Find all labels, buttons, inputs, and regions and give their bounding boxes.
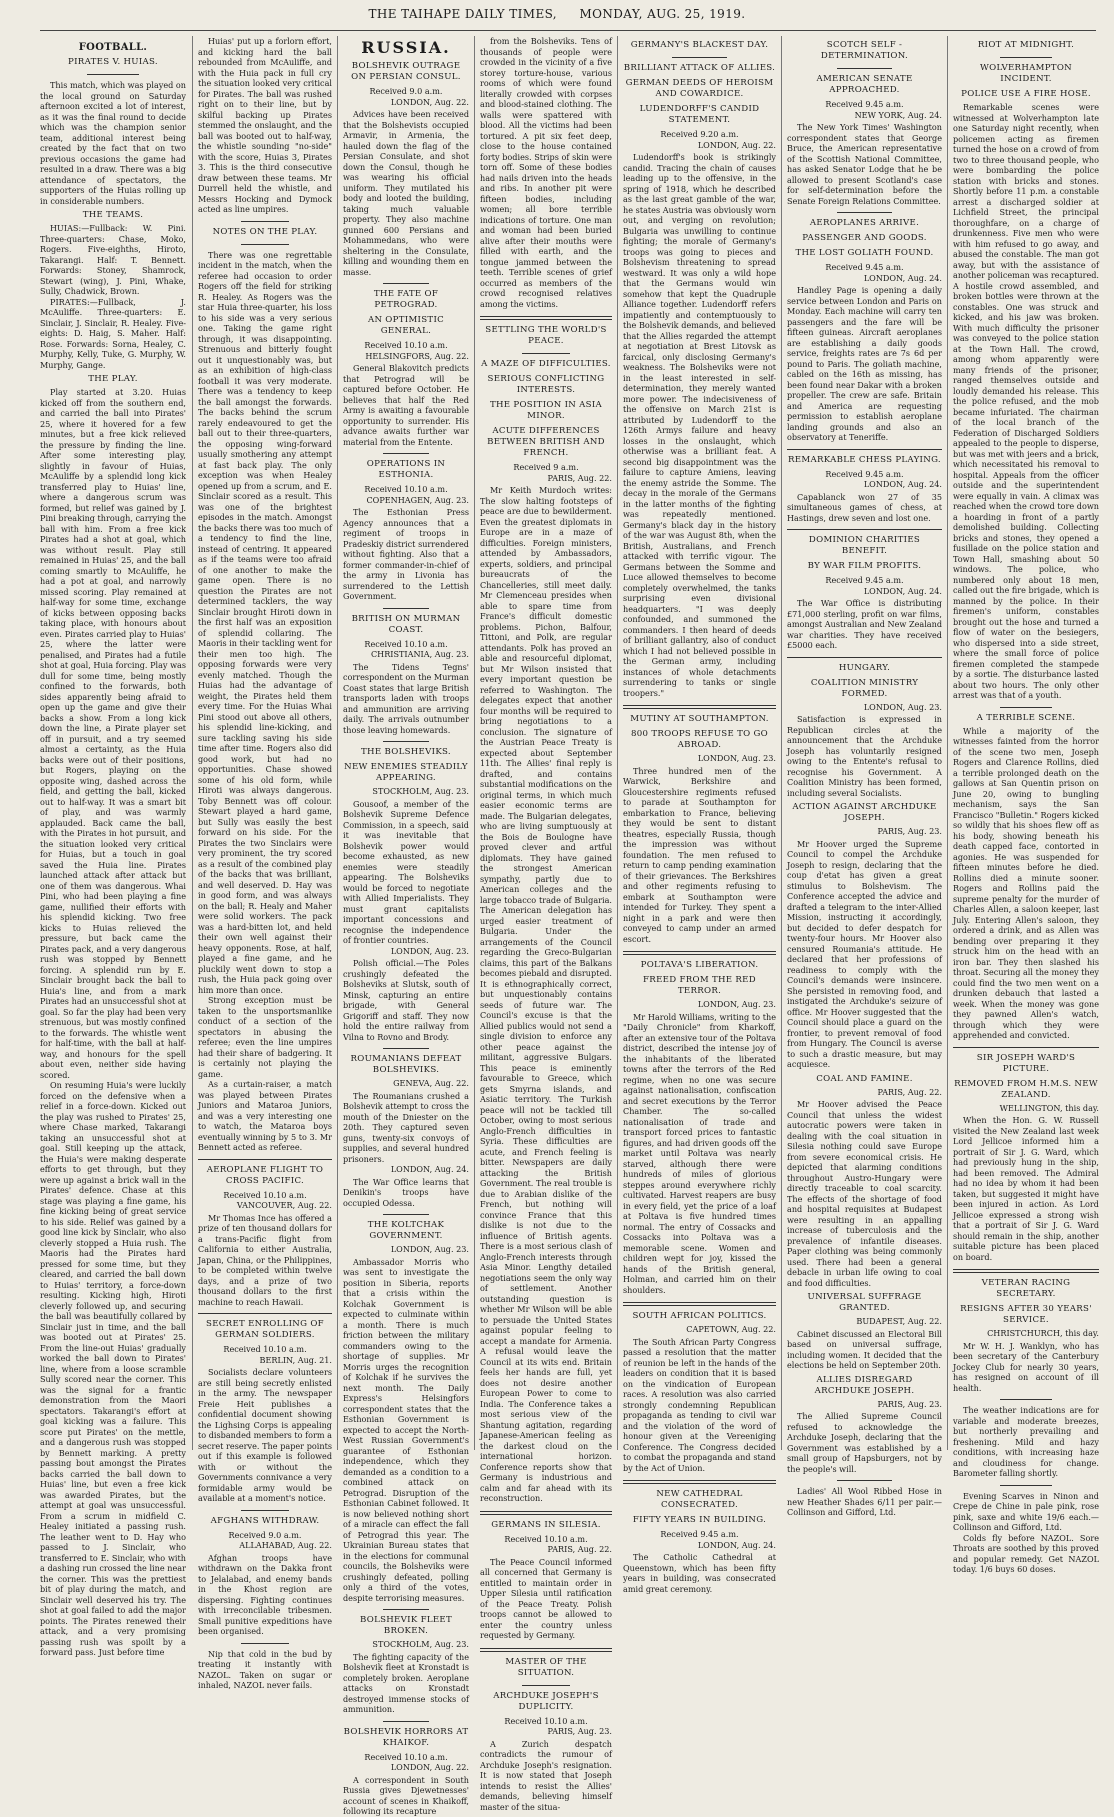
article-paragraph: There was one regrettable incident in the match, when the referee had occasion to order Rogers off the field for striking R. Healey. As Rogers was the star Huia three-quarter, his loss to his side was a very serious one. Taking the game right through, it was disappointing. Strenuous and bitterly fought out it unquestionably was, but as an exhibition of high-class football it was very moderate. There was a tendency to keep the ball amongst the forwards. The backs behind the scrum rarely endeavoured to get the ball out to their three-quarters, the opposing wing-forward usually smothering any attempt at fast back play. The only exception was when Healey opened up from a scrum, and E. Sinclair scored as a result. This was one of the brightest episodes in the match. Amongst the backs there was too much of a tendency to find the line, instead of centring. It appeared as if the teams were too afraid of one another to make the game open. There is no question the Pirates are not determined tacklers, the way Sinclair brought Hiroti down in the first half was an exposition of splendid collaring. The Maoris in their tackling went for their men too high. The opposing forwards were very evenly matched. Though the Huias had the advantage of weight, the Pirates held them every time. For the Huias Whai Pini stood out above all others, his splendid line-kicking, and sure tackling saving his side time after time. Rogers also did good work, but had no opportunities. Chase showed some of his old form, while Hiroti was always dangerous. Toby Bennett was off colour. Stewart played a hard game, but Sully was easily the best forward on his side. For the Pirates the two Sinclairs were very prominent, the try scored as a result of the combined play of the backs that was brilliant, and well deserved. D. Hay was in good form, and was always on the ball; R. Healy and Maher were solid workers. The pack was a hard-bitten lot, and held their own well against their heavy opponents. Rose, at half, played a fine game, and he pluckily went down to stop a rush, the Huia pack going over him more than once. — [198, 249, 332, 995]
subheading: SETTLING THE WORLD'S PEACE. — [485, 325, 607, 346]
dateline: LONDON, Aug. 24. — [697, 1539, 776, 1550]
received-line: Received 10.10 a.m. — [504, 1533, 588, 1544]
subheading: ACTION AGAINST ARCHDUKE JOSEPH. — [792, 802, 937, 823]
column-4 — [480, 36, 612, 1812]
masthead — [0, 7, 1114, 27]
dateline: VANCOUVER, Aug. 22. — [236, 1200, 332, 1210]
divider — [623, 705, 776, 709]
subheading: BOLSHEVIK OUTRAGE ON PERSIAN CONSUL. — [351, 61, 461, 82]
divider — [672, 57, 727, 58]
divider — [87, 74, 140, 75]
article-paragraph: Mr Harold Williams, writing to the "Daily Chronicle" from Kharkoff, after an extensive tour of the Poltava district, described the intense joy of the inhabitants of the liberated towns after the terrors of the Red regime, when no one was secure against nationalisation, confiscation and secret executions by the Terror Chamber. The so-called nationalisation of trade and transport forced prices to fantastic figures, and had driven goods off the market until Poltava was nearly starved, although there were hundreds of miles of glorious steppes around everywhere richly cultivated. Harvest reapers are busy in every field, yet the price of a loaf at Poltava is five hundred times normal. The entry of Cossacks and Cossacks into Poltava was a memorable scene. Women and children wept for joy, kissed the hands of the British general, Holman, and carried him on their shoulders. — [623, 1011, 776, 1295]
divider — [522, 1685, 570, 1686]
football-subheading: PIRATES V. HUIAS. — [68, 57, 158, 67]
divider — [1000, 1399, 1053, 1400]
subheading: SIR JOSEPH WARD'S PICTURE. — [976, 1052, 1076, 1074]
article-paragraph: Ludendorff's book is strikingly candid. Tracing the chain of causes leading up to the offensive, in the spring of 1918, which he described as the last great gamble of the war, he states Austria was obviously worn out, and verging on revolution; Bulgaria was unwilling to continue fighting; the morale of Germany's troops was going to pieces and Bolshevism threatening to spread westward. It was only a wild hope that the Germans would win somehow that kept the Quadruple Alliance together. Ludendorff refers impatiently and contemptuously to the Bolshevik demands, and believed that the Allies regarded the attempt at negotiation at Brest Litovsk as farcical, only disclosing Germany's weakness. The Bolsheviks were not in the least interested in self-determination, they merely wanted more power. The indecisiveness of the offensive on March 21st is attributed by Ludendorff to the 126th Armys failure and heavy losses in the onslaught, which otherwise was a brilliant feat. A second big disappointment was the failure to capture Amiens, leaving the enemy astride the Somme. The decay in the morale of the Germans in the latter months of the fighting was repeatedly mentioned. Germany's black day in the history of the war was August 8th, when the British, Australians, and French attacked with terrific vigour. The Germans between the Somme and Luce allowed themselves to become completely overwhelmed, the tanks surprising even divisional headquarters. "I was deeply confounded, and summoned the commanders. I then heard of deeds of brilliant gallantry, also of conduct which I had not believed possible in the German army, including instances of whole detachments surrendering to tanks or single troopers." — [623, 152, 776, 698]
divider — [1000, 57, 1053, 58]
article-paragraph: The New York Times' Washington correspondent states that George Bruce, the American representative of the Scottish National Committee, has asked Senator Lodge that he be allowed to present Scotland's case for self-determination before the Senate Foreign Relations Committee. — [787, 122, 942, 206]
dateline: LONDON, Aug. 23. — [390, 1244, 469, 1254]
article-paragraph: Three hundred men of the Warwick, Berkshire and Gloucestershire regiments refused to parade at Southampton for embarkation to France, believing they would be sent to distant theatres, especially Russia, though the impression was without foundation. The men refused to return to camp pending examination of their grievances. The Berkshires and other regiments refusing to embark at Southampton were intended for Turkey. They spent a night in a park and were then conveyed to camp under an armed escort. — [623, 765, 776, 944]
subheading: RIOT AT MIDNIGHT. — [977, 40, 1075, 50]
dateline: PARIS, Aug. 22. — [547, 472, 612, 483]
subheading: GERMAN DEEDS OF HEROISM AND COWARDICE. — [625, 78, 774, 99]
masthead-title: THE TAIHAPE DAILY TIMES, — [368, 7, 558, 21]
received-line: Received 10.10 a.m. — [223, 1189, 307, 1200]
russia-heading: RUSSIA. — [361, 38, 451, 57]
dateline: LONDON, Aug. 23. — [697, 999, 776, 1009]
received-line: Received 10.10 a.m. — [364, 340, 448, 350]
dateline: CHRISTIANIA, Aug. 23. — [370, 649, 469, 659]
divider — [383, 1609, 428, 1610]
article-paragraph: The South African Party Congress passed a resolution that the matter of reunion be left in the hands of the leaders on condition that it is based on the vindication of European races. A resolution was also carried strongly condemning Republican propaganda as tending to civil war and the violation of the word of honour given at the Vereeniging Conference. The Congress decided to combat the propaganda and stand by the Act of Union. — [623, 1336, 776, 1473]
subheading: BOLSHEVIK FLEET BROKEN. — [359, 1615, 453, 1636]
subheading: WOLVERHAMPTON INCIDENT. — [980, 63, 1072, 84]
subheading: FIFTY YEARS IN BUILDING. — [632, 1515, 767, 1525]
subheading: THE POSITION IN ASIA MINOR. — [489, 400, 603, 421]
divider — [1000, 1485, 1053, 1486]
received-line: Received 9.0 a.m. — [369, 86, 443, 96]
dateline: PARIS, Aug. 23. — [547, 1726, 612, 1736]
article-paragraph: The Tidens Tegns' correspondent on the Murman Coast states that large British transports laden with troops and ammunition are arriving daily. The arrivals outnumber those leaving homewards. — [343, 661, 469, 735]
dateline: PARIS, Aug. 22. — [547, 1544, 612, 1554]
divider — [480, 316, 612, 320]
dateline: HELSINGFORS, Aug. 22. — [365, 350, 469, 361]
dateline: BERLIN, Aug. 21. — [259, 1354, 332, 1365]
column-7 — [953, 36, 1100, 1574]
subheading: SOUTH AFRICAN POLITICS. — [632, 1311, 767, 1321]
afghans-heading: AFGHANS WITHDRAW. — [210, 1515, 320, 1526]
article-paragraph: Mr W. H. J. Wanklyn, who has been secretary of the Canterbury Jockey Club for nearly 30 years, has resigned on account of ill health. — [953, 1340, 1099, 1393]
subheading: GERMANY'S BLACKEST DAY. — [630, 40, 769, 50]
article-paragraph: On resuming Huia's were luckily forced on the defensive when a relief in a force-down. Kicked out the play was rushed to Pirates' 25, where Chase marked, Takarangi taking an unsuccessful shot at goal. Still keeping up the attack, the Huia's were making desperate efforts to get through, but they were up against a brick wall in the Pirates' defence. Chase at this stage was playing a fine game, his fine kicking being of great service to his side. Relief was gained by a good line kick by Sinclair, who also cleverly stopped a Huia rush. The Maoris had the Pirates hard pressed for some time, but they cleared, and carried the ball down to Huias' territory, a force-down resulting. Kicking high, Hiroti cleverly followed up, and securing the ball was beautifully collared by Sinclair just in time, and the ball was booted out at Pirates' 25. From the line-out Huias' gradually worked the ball down to Pirates' line, where from a loose scramble Sully scored near the corner. This was the signal for a frantic demonstration from the Maori spectators. Takarangi's effort at goal kicking was a failure. This score put Pirates' on the mettle, and a dangerous rush was stopped by Bennett marking. A pretty passing bout amongst the Pirates backs carried the ball down to Huias' line, but even a free kick was awarded Pirates, but the attempt at goal was unsuccessful. From a scrum in midfield C. Healey initiated a passing rush. The leather went to D. Hay who passed to J. Sinclair, who transferred to E. Sinclair, who with a dashing run crossed the line near the corner. This was the prettiest bit of play during the match, and Sinclair well deserved his try. The shot at goal failed to add the major points. The Pirates renewed their attack, and a very promising passing rush was spoilt by a forward pass. Just before time — [40, 1080, 186, 1657]
article-paragraph: Remarkable scenes were witnessed at Wolverhampton late one Saturday night recently, when policemen acting as firemen turned the hose on a crowd of from two to three thousand people, who were bombarding the police station with bricks and stones. Shortly before 11 p.m. a constable arrest a discharged soldier at Lichfield Street, the principal thoroughfare, on a charge of drunkenness. Five men who were with him refused to go away, and abused the constable. The man got away, but with the assistance of another policeman was recaptured. A hostile crowd assembled, and broken bottles were thrown at the constables. One was struck and kicked, and his jaw was broken. With much difficulty the prisoner was conveyed to the police station at the Town Hall. The crowd, among whom apparently were many friends of the prisoner, ranged themselves outside and loudly demanded his release. This the police refused, and the mob became infuriated. The chairman of the local branch of the Federation of Discharged Soldiers appealed to the people to disperse, but was met with jeers and a brick, which necessitated his removal to hospital. Appeals from the officer outside and the superintendent were equally in vain. A climax was reached when the crowd tore down a hoarding in front of a partly demolished building. Collecting bricks and stones, they opened a fusillade on the police station and Town Hall, smashing about 50 windows. The police, who numbered only about 18 men, called out the fire brigade, which is manned by the police. In their firemen's uniform, constables brought out the hose and turned a flow of water on the besiegers, who dispersed into a side street, where the small force of police firemen completed the stampede by a sortie. The disturbance lasted about two hours. The only other arrest was that of a youth. — [953, 102, 1100, 700]
subheading: BRILLIANT ATTACK OF ALLIES. — [623, 63, 776, 73]
divider — [383, 283, 428, 284]
article-paragraph: Mr Keith Murdoch writes: The slow halting footsteps of peace are due to bewilderment. Even the greatest diplomats in Europe are in a maze of difficulties. Foreign ministers, attended by Ambassadors, experts, soldiers, and principal bureaucrats of the Chancelleries, still meet daily. Mr Clemenceau presides when able to spare time from France's difficult domestic problems. Pichon, Balfour, Tittoni, and Polk, are regular attendants. Polk has proved an able and resourceful diplomat, but Mr Wilson insisted that every important question be referred to Washington. The delegates expect that another four months will be required to bring negotiations to a conclusion. The signature of the Austrian Peace Treaty is expected about September 11th. The Allies' final reply is drafted, and contains substantial modifications on the original terms, in which much easier economic terms are made. The Bulgarian delegates, who are living sumptuously at the Bois de Boulogne have proved clever and artful diplomats. They have gained the strongest American sympathy, partly due to American colleges and the large tobacco trade of Bulgaria. The American delegation has urged easier treatment of Bulgaria. Under the arrangements of the Council regarding the Greco-Bulgarian claims, this part of the Balkans becomes piebald and disrupted. It is ethnographically correct, but unquestionably contains seeds of future war. The Council's excuse is that the Allied publics would not send a single division to enforce any other peace against the militant, aggressive Bulgars. This peace is eminently favourable to Greece, which gets Smyrna islands, and Asiatic territory. The Turkish peace will not be tackled till October, owing to most serious Anglo-French difficulties in Syria. These difficulties are acute, and French feeling is bitter. Newspapers are daily attacking the British Government. The real trouble is due to Arabian dislike of the French, but nothing will convince France that this dislike is not due to the influence of British agents. There is a most serious clash of Anglo-French interests through Asia Minor. Lengthy detailed negotiations seem the only way of settlement. Another outstanding question is whether Mr Wilson will be able to persuade the United States against popular feeling to accept a mandate for Armenia. A refusal would leave the Council at its wits end. Britain feels her hands are full, yet does not desire another European Power to come to India. The Conference takes a most serious view of the Shantung agitation, regarding Japanese-American feeling as the darkest cloud on the international horizon. Conference reports show that Germany is industrious and calm and far ahead with its reconstruction. — [480, 485, 612, 1503]
article-paragraph: Cabinet discussed an Electoral Bill based on universal suffrage, including women. It decided that the elections be held on September 20th. — [787, 1328, 942, 1370]
masthead-date: MONDAY, AUG. 25, 1919. — [579, 7, 746, 21]
column-rule — [474, 36, 475, 1450]
article-paragraph: Handley Page is opening a daily service between London and Paris on Monday. Each machine will carry ten passengers and the fare will be fifteen guineas. Aircraft aeroplanes are establishing a daily goods service, freights rates are 7s 6d per pound to Paris. The goliath machine, cabled on the 16th as missing, has been found near Dakar with a broken propeller. The crew are safe. Britain and America are requesting permission to establish aeroplane landing grounds and also an observatory at Teneriffe. — [787, 285, 942, 442]
column-2 — [198, 36, 332, 1690]
column-rule — [617, 36, 618, 1450]
dateline: COPENHAGEN, Aug. 23. — [366, 494, 469, 505]
column-3 — [343, 36, 469, 1816]
article-paragraph: Strong exception must be taken to the unsportsmanlike conduct of a section of the spectators in abusing the referee; even the line umpires had their share of badgering. It is certainly not playing the game. — [198, 995, 332, 1079]
article-paragraph: The fighting capacity of the Bolshevik fleet at Kronstadt is completely broken. Aeroplane attacks on Kronstadt destroyed immense stocks of ammunition. — [343, 1651, 469, 1714]
article-paragraph: The Peace Council informed all concerned that Germany is entitled to maintain order in Upper Silesia until ratification of the Peace Treaty. Polish troops cannot be allowed to enter the country unless requested by Germany. — [480, 1556, 612, 1640]
dateline: PARIS, Aug. 23. — [877, 1398, 942, 1409]
dateline: CHRISTCHURCH, this day. — [987, 1328, 1099, 1338]
received-line: Received 10.10 a.m. — [364, 484, 448, 494]
article-paragraph: Polish official.—The Poles crushingly defeated the Bolsheviks at Slutsk, south of Minsk, capturing an entire brigade, with General Grigoriff and staff. They now hold the entire railway from Vilna to Rovno and Brody. — [343, 958, 469, 1042]
dateline: WELLINGTON, this day. — [999, 1102, 1099, 1113]
column-rule — [781, 36, 782, 1450]
divider — [1000, 707, 1053, 708]
dateline: LONDON, Aug. 23. — [390, 945, 469, 956]
received-line: Received 10.10 a.m. — [364, 1751, 448, 1762]
divider — [837, 68, 893, 69]
column-6 — [787, 36, 942, 1517]
subheading: BRITISH ON MURMAN COAST. — [351, 613, 461, 635]
subheading: ALLIES DISREGARD ARCHDUKE JOSEPH. — [814, 1374, 915, 1396]
article-paragraph: The Allied Supreme Council refused to acknowledge the Archduke Joseph, declaring that the Government was established by a small group of Hapsburgers, not by the people's will. — [787, 1411, 942, 1474]
subheading: HUNGARY. — [838, 662, 891, 673]
dateline: LONDON, Aug. 24. — [863, 585, 942, 596]
subheading: COAL AND FAMINE. — [816, 1073, 913, 1084]
dateline: CAPETOWN, Aug. 22. — [686, 1324, 776, 1334]
subheading: DOMINION CHARITIES BENEFIT. — [808, 535, 921, 556]
dateline: LONDON, Aug. 23. — [697, 753, 776, 763]
subheading: AN OPTIMISTIC GENERAL. — [367, 315, 445, 336]
column-rule — [192, 36, 193, 1450]
article-paragraph: Afghan troops have withdrawn on the Dakka front to Jelalabad, and enemy bands in the Khost region are dispersing. Fighting continues with irreconcilable tribesmen. Small punitive expeditions have been organised. — [198, 1552, 332, 1636]
divider — [383, 1214, 428, 1215]
secret-heading: SECRET ENROLLING OF GERMAN SOLDIERS. — [206, 1319, 324, 1340]
dateline: STOCKHOLM, Aug. 23. — [372, 1639, 469, 1649]
received-line: Received 9.45 a.m. — [825, 262, 904, 272]
article-paragraph: The Catholic Cathedral at Queenstown, which has been fifty years in building, was consecrated amid great ceremony. — [623, 1552, 776, 1594]
dateline: LONDON, Aug. 22. — [390, 96, 469, 107]
subheading: LUDENDORFF'S CANDID STATEMENT. — [639, 104, 760, 125]
article-paragraph: Socialists declare volunteers are still being secretly enlisted in the army. The newspaper Freie Heit publishes a confidential document showing the Lighsing Corps is appealing to disbanded members to form a secret reserve. The paper points out if this example is followed with or without the Governments connivance a very formidable army would be available at a moment's notice. — [198, 1367, 332, 1503]
received-line: Received 9.45 a.m. — [660, 1529, 739, 1539]
column-1 — [40, 36, 186, 1657]
received-line: Received 9.0 a.m. — [228, 1529, 302, 1540]
article-paragraph: Ambassador Morris who was sent to investigate the position in Siberia, reports that a crisis within the Kolchak Government is expected to culminate within a month. There is much friction between the military commanders owing to the shortage of supplies. Mr Morris urges the recognition of Kolchak if he survives the next month. The Daily Express's Helsingfors correspondent states that the Esthonian Government is expected to accept the North-West Russian Government's guarantee of Esthonian independence, which they demanded as a condition to a combined attack on Petrograd. Disruption of the Esthonian Cabinet followed. It is now believed nothing short of a miracle can effect the fall of Petrograd this year. The Ukrainian Bureau states that in the elections for communal councils, the Bolsheviks were crushingly defeated, polling only a third of the votes, despite terrorising measures. — [343, 1256, 469, 1603]
divider — [383, 741, 428, 742]
article-paragraph: While a majority of the witnesses fainted from the horror of the scene two men, Joseph Rogers and Clarence Rollins, died a terrible prolonged death on the gallows at San Quentin prison on June 20, owing to bungling mechanism, says the San Francisco "Bulletin." Rogers kicked so wildly that his shoes flew off as his body, showing beneath his death capped face, contorted in agonies. He was suspended for fifteen minutes before he died. Rollins died a minute sooner. Rogers and Rollins paid the supreme penalty for the murder of Charles Allen, a saloon keeper, last July. Entering Allen's saloon, they ordered a drink, and as Allen was bending over preparing it they struck him on the head with an iron bar. They then slashed his throat. Securing all the money they could find the two men went on a drunken debauch that lasted a week. When the money was gone they pawned Allen's watch, through which they were apprehended and convicted. — [953, 725, 1099, 1040]
divider — [787, 529, 942, 530]
subheading: NEW CATHEDRAL CONSECRATED. — [656, 1489, 743, 1510]
divider — [787, 449, 942, 450]
divider — [383, 453, 428, 454]
divider — [383, 1048, 428, 1049]
teams-heading: THE TEAMS. — [82, 210, 144, 220]
divider — [837, 212, 893, 213]
subheading: THE BOLSHEVIKS. — [361, 747, 451, 757]
subheading: THE KOLTCHAK GOVERNMENT. — [367, 1220, 445, 1241]
subheading: FREED FROM THE RED TERROR. — [643, 975, 756, 996]
subheading: POLTAVA'S LIBERATION. — [640, 960, 759, 970]
subheading: NEW ENEMIES STEADILY APPEARING. — [344, 762, 468, 783]
dateline: NEW YORK, Aug. 24. — [854, 109, 942, 120]
subheading: VETERAN RACING SECRETARY. — [981, 1278, 1071, 1299]
column-rule — [337, 36, 338, 1450]
divider — [383, 608, 428, 609]
subheading: UNIVERSAL SUFFRAGE GRANTED. — [807, 1292, 922, 1313]
article-paragraph: PIRATES:—Fullback, J. McAuliffe. Three-quarters: E. Sinclair, J. Sinclair, R. Healey. Five-eights: D. Haig, S. Maher. Half: Rose. Forwards: Sorna, Healey, C. Murphy, Kelly, Tuke, G. Murphy, W. Murphy, Gange. — [40, 296, 186, 370]
article-paragraph: Play started at 3.20. Huias kicked off from the southern end, and carried the ball into Pirates' 25, where it hovered for a few minutes, but a free kick relieved the pressure by finding the line. After some interesting play, slightly in favour of Huias, McAuliffe by a splendid long kick transferred play to Huias' line, where a dangerous scrum was formed, but relief was gained by J. Pini breaking through, carrying the ball with him. From a free kick Pirates had a shot at goal, which was without result. Play still remained in Huias' 25, and the ball coming smartly to McAuliffe, he had a pot at goal, and narrowly missed scoring. Play remained at half-way for some time, exchange of kicks between opposing backs taking place, with honours about even. Pirates carried play to Huias' 25, where the latter were penalised, and Pirates had a futile shot at goal, Huia forcing. Play was dull for some time, being mostly confined to the forwards, both sides apparently being afraid to open up the game and give their backs a show. From a long kick down the line, a Pirate player set off in pursuit, and a try seemed almost a certainty, as the Huia backs were out of their positions, but Rogers, playing on the opposite wing, dashed across the field, and getting the ball, kicked out to half-way. It was a smart bit of play, and was warmly applauded. Back came the ball, with the Pirates in hot pursuit, and the situation looked very critical for Huias, but a touch in goal saved the Huia line. Pirates launched attack after attack but one of them was dangerous. Whai Pini, who had been playing a fine game, nullified their efforts with his splendid kicking. Two free kicks to Huias relieved the pressure, but back came the Pirates pack, and a very dangerous rush was stopped by Bennett forcing. A splendid run by E. Sinclair brought back the ball to Huia's line, and from a mark Pirates had an unsuccessful shot at goal. So far the play had been very strenuous, but was mostly confined to the forwards. The whistle went for half-time, with the ball at half-way, and honours for the spell about even, neither side having scored. — [40, 387, 186, 1080]
subheading: POLICE USE A FIRE HOSE. — [961, 89, 1091, 99]
article-paragraph: This match, which was played on the local ground on Saturday afternoon excited a lot of interest, as it was the final round to decide which was the champion senior team, additional interest being created by the fact that on two previous occasions the game had resulted in a draw. There was a big attendance of spectators, the supporters of the Huias rolling up in considerable numbers. — [40, 80, 186, 206]
column-5 — [623, 36, 776, 1594]
play-heading: THE PLAY. — [88, 374, 138, 384]
advertisement: Colds fly before NAZOL. Sore Throats are soothed by this proved and popular remedy. Get NAZOL today. 1/6 buys 60 doses. — [953, 1532, 1099, 1574]
subheading: RESIGNS AFTER 30 YEARS' SERVICE. — [960, 1304, 1092, 1325]
divider — [623, 1302, 776, 1306]
subheading: A TERRIBLE SCENE. — [976, 712, 1076, 723]
divider — [198, 1159, 332, 1160]
article-paragraph: A correspondent in South Russia gives Djewetnesses' account of scenes in Khaikoff, following its recapture — [343, 1774, 469, 1816]
article-paragraph: The Roumanians crushed a Bolshevik attempt to cross the mouth of the Dniester on the 20th. They captured seven guns, twenty-six convoys of supplies, and several hundred prisoners. — [343, 1090, 469, 1164]
received-line: Received 10.10 a.m. — [364, 638, 448, 649]
dateline: PARIS, Aug. 22. — [877, 1086, 942, 1097]
article-paragraph: Gousoof, a member of the Bolshevik Supreme Defence Commission, in a speech, said it was inevitable that Bolshevik power would become exhausted, as new enemies were steadily appearing. The Bolsheviks would be forced to negotiate with Allied Imperialists. They must grant capitalists important concessions and recognise the independence of frontier countries. — [343, 798, 469, 945]
subheading: ROUMANIANS DEFEAT BOLSHEVIKS. — [350, 1054, 462, 1075]
article-paragraph: A Zurich despatch contradicts the rumour of Archduke Joseph's resignation. It is now stated that Joseph intends to resist the Allies' demands, believing himself master of the situa- — [480, 1738, 612, 1812]
subheading: SCOTCH SELF - DETERMINATION. — [820, 40, 909, 61]
subheading: ARCHDUKE JOSEPH'S DUPLICITY. — [493, 1690, 599, 1712]
advertisement: Nip that cold in the bud by treating it instantly with NAZOL. Taken on sugar or inhaled, NAZOL never fails. — [198, 1648, 332, 1690]
subheading: OPERATIONS IN ESTHONIA. — [366, 459, 446, 480]
divider — [837, 1480, 893, 1481]
divider — [383, 1721, 428, 1722]
divider — [480, 1648, 612, 1652]
article-paragraph: Mr Thomas Ince has offered a prize of ten thousand dollars for a trans-Pacific flight from California to either Australia, Japan, China, or the Philippines, to be completed within twelve days, and a prize of two thousand dollars to the first machine to reach Hawaii. — [198, 1212, 332, 1307]
dateline: LONDON, Aug. 22. — [390, 1762, 469, 1772]
subheading: THE LOST GOLIATH FOUND. — [795, 248, 934, 258]
dateline: STOCKHOLM, Aug. 23. — [372, 786, 469, 796]
weather-paragraph: The weather indications are for variable and moderate breezes, but northerly prevailing and freshening. Mild and hazy conditions, with increasing haze and cloudiness for change. Barometer falling shortly. — [953, 1405, 1099, 1478]
masthead-rule — [40, 30, 1096, 31]
divider — [953, 1047, 1099, 1048]
subheading: BY WAR FILM PROFITS. — [807, 561, 922, 571]
divider — [522, 353, 570, 354]
subheading: THE FATE OF PETROGRAD. — [373, 289, 439, 310]
article-paragraph: As a curtain-raiser, a match was played between Pirates Juniors and Mataroa Juniors, and was a very interesting one to watch, the Mataroa boys eventually winning by 5 to 3. Mr Bennett acted as referee. — [198, 1079, 332, 1152]
dateline: LONDON, Aug. 24. — [863, 272, 942, 283]
article-paragraph: Huias' put up a forlorn effort, and kicking hard the ball rebounded from McAuliffe, and with the Huia pack in full cry the situation looked very critical for Pirates. The ball was rushed right on to their line, but by skilful backing up Pirates stemmed the onslaught, and the ball was booted out to half-way, the whistle sounding "no-side" with the score, Huias 3, Pirates 3. This is the third consecutive draw between these teams. Mr Durrell held the whistle, and Messrs Hocking and Dymock acted as line umpires. — [198, 36, 332, 214]
football-heading: FOOTBALL. — [78, 42, 148, 53]
column-rule — [947, 36, 948, 1450]
divider — [241, 1510, 289, 1511]
subheading: AMERICAN SENATE APPROACHED. — [816, 74, 913, 95]
advertisement: Ladies' All Wool Ribbed Hose in new Heather Shades 6/11 per pair.—Collinson and Gifford, Ltd. — [787, 1486, 942, 1517]
divider — [241, 1643, 289, 1644]
divider — [953, 1269, 1099, 1273]
article-paragraph: from the Bolsheviks. Tens of thousands of people were crowded in the vicinity of a five storey torture-house, various rooms of which were found literally crowded with corpses and blood-stained clothing. The walls were spattered with blood. All the victims had been tortured. A pit six feet deep, close to the house contained forty bodies. Strips of skin were torn off. Some of these bodies had nails driven into the heads and ribs. In another pit were fifteen bodies, including women; all bore terrible indications of torture. One man and woman had been buried alive after their mouths were filled with earth, and the tongue jammed between the teeth. Terrible scenes of grief occurred as members of the crowd recognised relatives among the victims. — [480, 36, 612, 309]
received-line: Received 9.20 a.m. — [660, 129, 739, 139]
article-paragraph: The War Office is distributing £71,000 sterling, profit on war films, amongst Australian and New Zealand war charities. They have received £5000 each. — [787, 598, 942, 650]
article-paragraph: Mr Hoover urged the Supreme Council to compel the Archduke Joseph to resign, declaring that the coup d'etat has given a great stimulus to Bolshevism. The Conference accepted the advice and drafted a telegram to the inter-Allied Mission, instructing it accordingly, but decided to defer despatch for twenty-four hours. Mr Hoover also censured Roumania's attitude. He declared that her professions of readiness to comply with the Council's demands were insincere. She persisted in removing food, and instigated the Archduke's seizure of office. Mr Hoover suggested that the Council should place a guard on the frontier, to prevent removal of food from Hungary. The Council is averse to such a drastic measure, but may acquiesce. — [787, 838, 942, 1069]
subheading: REMARKABLE CHESS PLAYING. — [788, 454, 941, 465]
subheading: COALITION MINISTRY FORMED. — [810, 677, 919, 699]
dateline: LONDON, Aug. 24. — [390, 1164, 469, 1174]
aeroplane-heading: AEROPLANE FLIGHT TO CROSS PACIFIC. — [206, 1164, 324, 1186]
received-line: Received 9.45 a.m. — [825, 575, 904, 585]
dateline: LONDON, Aug. 24. — [863, 479, 942, 489]
article-paragraph: Capablanck won 27 of 35 simultaneous games of chess, at Hastings, drew seven and lost one. — [787, 491, 942, 523]
article-paragraph: The War Office learns that Denikin's troops have occupied Odessa. — [343, 1176, 469, 1208]
article-paragraph: Satisfaction is expressed in Republican circles at the announcement that the Archduke Joseph has voluntarily resigned owing to the Entente's refusal to recognise his Government. A Coalition Ministry has been formed, including several Socialists. — [787, 714, 942, 798]
divider — [787, 657, 942, 658]
divider — [623, 1480, 776, 1484]
notes-heading: NOTES ON THE PLAY. — [212, 226, 318, 237]
article-paragraph: The Esthonian Press Agency announces that a regiment of troops in Pradeskiy district surrendered without fighting. Also that a former commander-in-chief of the army in Livonia has surrendered to the Lettish Government. — [343, 507, 469, 601]
dateline: GENEVA, Aug. 22. — [393, 1078, 469, 1088]
article-paragraph: When the Hon. G. W. Russell visited the New Zealand last week Lord Jellicoe informed him a portrait of Sir J. G. Ward, which had previously hung in the ship, had been removed. The Admiral had no idea by whom it had been taken, but suggested it might have been injured in action. As Lord Jellicoe expressed a strong wish that a portrait of Sir J. G. Ward should remain in the ship, another suitable picture has been placed on board. — [953, 1115, 1099, 1262]
subheading: GERMANS IN SILESIA. — [491, 1519, 601, 1530]
divider — [241, 244, 289, 245]
dateline: ALLAHABAD, Aug. 22. — [239, 1540, 332, 1550]
subheading: ACUTE DIFFERENCES BETWEEN BRITISH AND FRENCH. — [487, 426, 605, 458]
dateline: LONDON, Aug. 23. — [863, 701, 942, 712]
subheading: MUTINY AT SOUTHAMPTON. — [630, 714, 769, 724]
received-line: Received 9.45 a.m. — [825, 468, 904, 479]
article-paragraph: Mr Hoover advised the Peace Council that unless the widest autocratic powers were taken in dealing with the coal situation in Silesia nothing could save Europe from severe economical crisis. He depicted that alarming conditions throughout Austro-Hungary were directly traceable to coal scarcity. The effects of the shortage of food and hospital requisites at Budapest were resulting in an appalling increase of tuberculosis and the prevalence of infantile diseases. Paper clothing was being commonly used. There had been a general debacle in urban life owing to coal and food difficulties. — [787, 1099, 942, 1288]
divider — [241, 221, 289, 222]
dateline: BUDAPEST, Aug. 22. — [856, 1316, 942, 1326]
subheading: A MAZE OF DIFFICULTIES. — [481, 359, 611, 369]
subheading: BOLSHEVIK HORRORS AT KHAIKOF. — [343, 1726, 469, 1748]
article-paragraph: General Blakovitch predicts that Petrograd will be captured before October. He believes that half the Red Army is awaiting a favourable opportunity to surrender. His advance awaits further war material from the Entente. — [343, 363, 469, 447]
divider — [198, 1313, 332, 1314]
received-line: Received 9 a.m. — [513, 462, 579, 472]
article-paragraph: HUIAS:—Fullback: W. Pini. Three-quarters: Chase, Moko, Rogers. Five-eighths, Hiroto, Takarangi. Half: T. Bennett. Forwards: Stoney, Shamrock, Stewart (wing), J. Pini, Whake, Sully, Chadwick, Brown. — [40, 223, 186, 296]
subheading: 800 TROOPS REFUSE TO GO ABROAD. — [631, 729, 768, 750]
subheading: PASSENGER AND GOODS. — [802, 233, 927, 243]
received-line: Received 10.10 a.m. — [504, 1715, 588, 1726]
received-line: Received 10.10 a.m. — [223, 1344, 307, 1354]
received-line: Received 9.45 a.m. — [825, 99, 904, 109]
divider — [623, 951, 776, 955]
subheading: REMOVED FROM H.M.S. NEW ZEALAND. — [954, 1078, 1098, 1100]
subheading: SERIOUS CONFLICTING INTERESTS. — [487, 374, 605, 395]
subheading: AEROPLANES ARRIVE. — [809, 218, 920, 228]
dateline: PARIS, Aug. 23. — [877, 826, 942, 836]
advertisement: Evening Scarves in Ninon and Crepe de Chine in pale pink, rose pink, saxe and white 19/6 each.—Collinson and Gifford, Ltd. — [953, 1490, 1099, 1532]
divider — [480, 1511, 612, 1515]
dateline: LONDON, Aug. 22. — [697, 139, 776, 150]
article-paragraph: Advices have been received that the Bolshevists occupied Armavir, in Armenia, the hauled down the flag of the Persian Consulate, and shot down the Consul, though he was wearing his official uniform. They mutilated his body and looted the building, taking much valuable property. They also machine gunned 600 Persians and Mohammedans, who were sheltering in the Consulate, killing and wounding them en masse. — [343, 109, 469, 277]
subheading: MASTER OF THE SITUATION. — [505, 1656, 587, 1678]
